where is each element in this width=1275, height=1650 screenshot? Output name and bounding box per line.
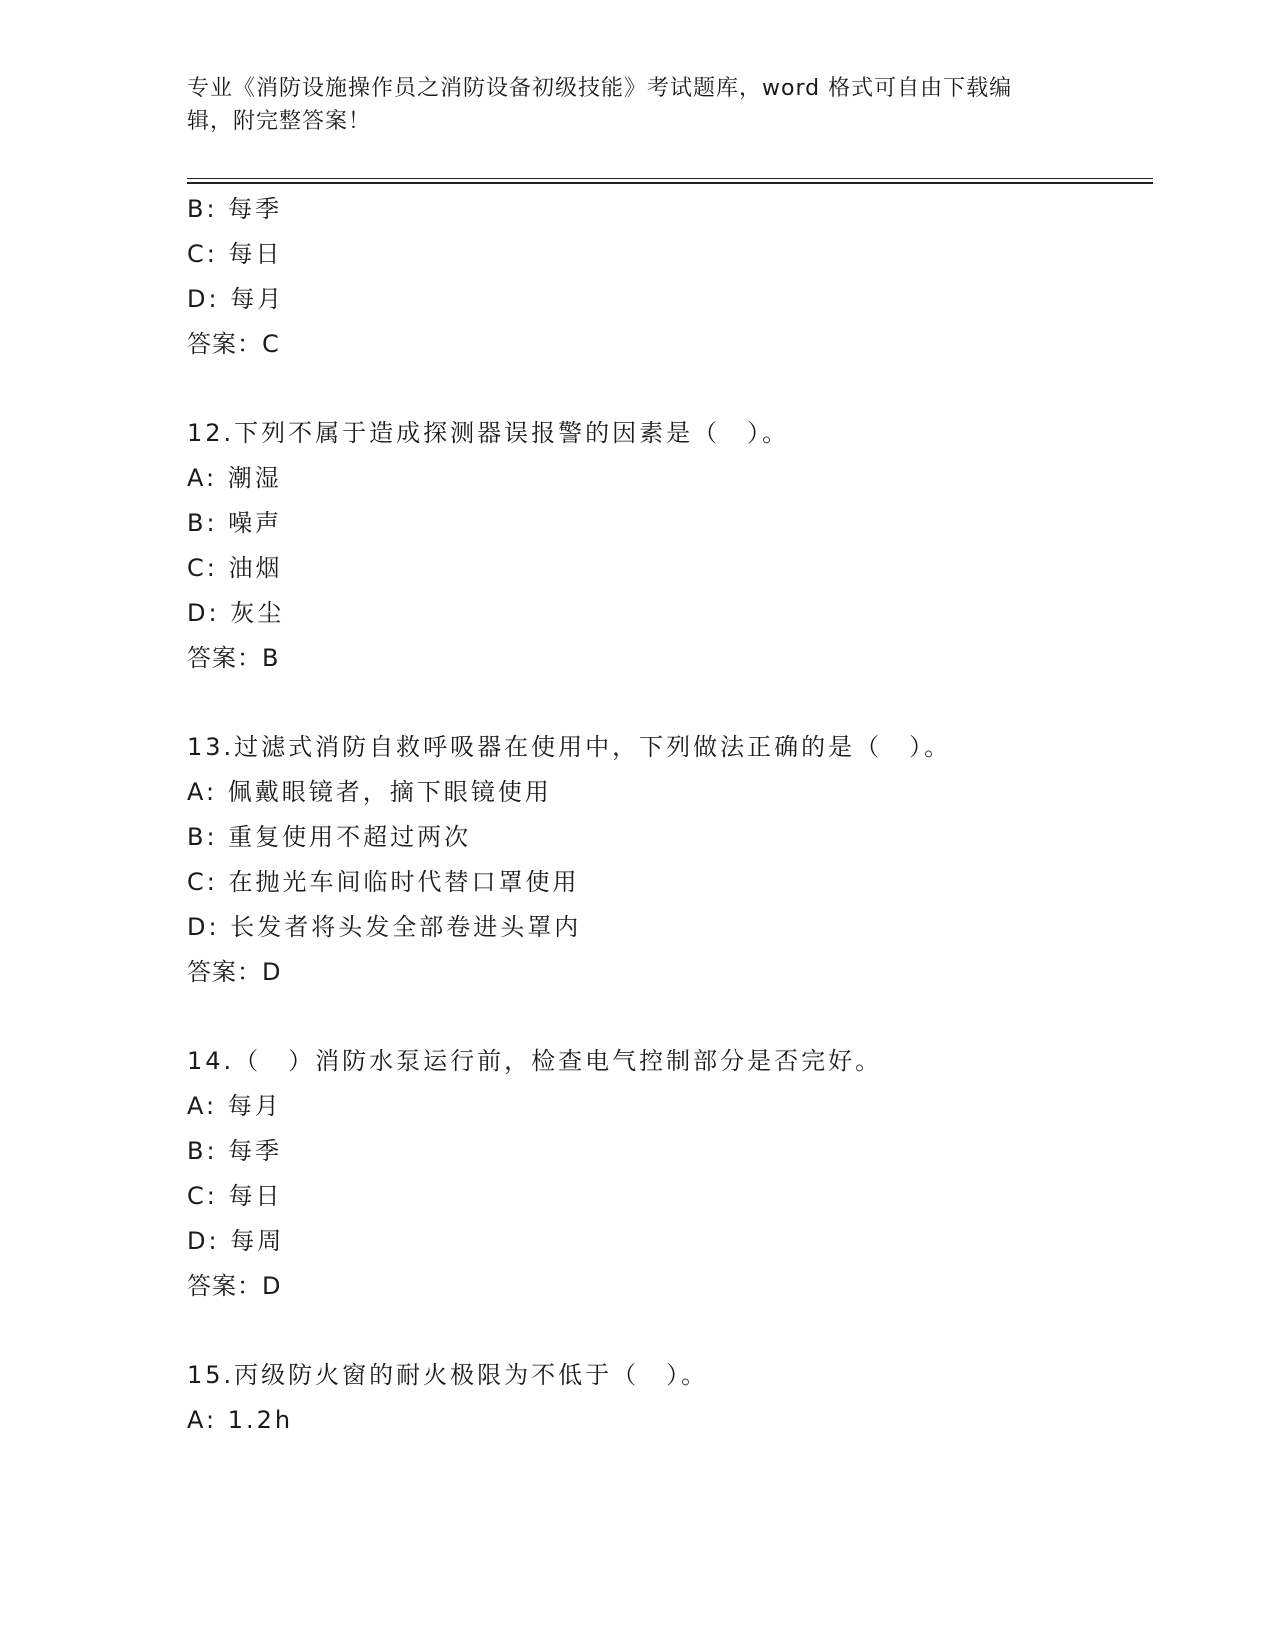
q15-question: 15.丙级防火窗的耐火极限为不低于（ ）。 <box>187 1361 709 1389</box>
q13-option-c: C: 在抛光车间临时代替口罩使用 <box>187 868 580 896</box>
q12-option-c: C: 油烟 <box>187 554 283 582</box>
header-divider-bottom <box>187 182 1153 184</box>
q12-answer: 答案：B <box>187 644 280 672</box>
q12-question: 12.下列不属于造成探测器误报警的因素是（ ）。 <box>187 419 790 447</box>
q12-option-b: B: 噪声 <box>187 509 283 537</box>
q13-option-d: D: 长发者将头发全部卷进头罩内 <box>187 913 582 941</box>
header-line-1: 专业《消防设施操作员之消防设备初级技能》考试题库，word 格式可自由下载编 <box>187 76 1013 101</box>
header-line-2: 辑，附完整答案！ <box>187 109 372 134</box>
q12-option-a: A: 潮湿 <box>187 464 282 492</box>
q14-option-a: A: 每月 <box>187 1092 282 1120</box>
q13-answer: 答案：D <box>187 958 282 986</box>
q11-option-d: D: 每月 <box>187 285 285 313</box>
document-header <box>187 72 1067 138</box>
q13-option-a: A: 佩戴眼镜者，摘下眼镜使用 <box>187 778 552 806</box>
q14-answer: 答案：D <box>187 1272 282 1300</box>
q14-option-b: B: 每季 <box>187 1137 283 1165</box>
q13-question: 13.过滤式消防自救呼吸器在使用中，下列做法正确的是（ ）。 <box>187 733 952 761</box>
q11-answer: 答案：C <box>187 330 280 358</box>
q14-option-d: D: 每周 <box>187 1227 285 1255</box>
header-divider-top <box>187 178 1153 179</box>
q14-option-c: C: 每日 <box>187 1182 283 1210</box>
q11-option-c: C: 每日 <box>187 240 283 268</box>
q12-option-d: D: 灰尘 <box>187 599 285 627</box>
q15-option-a: A: 1.2h <box>187 1406 294 1434</box>
q11-option-b: B: 每季 <box>187 195 283 223</box>
q14-question: 14.（ ）消防水泵运行前，检查电气控制部分是否完好。 <box>187 1047 883 1075</box>
q13-option-b: B: 重复使用不超过两次 <box>187 823 472 851</box>
